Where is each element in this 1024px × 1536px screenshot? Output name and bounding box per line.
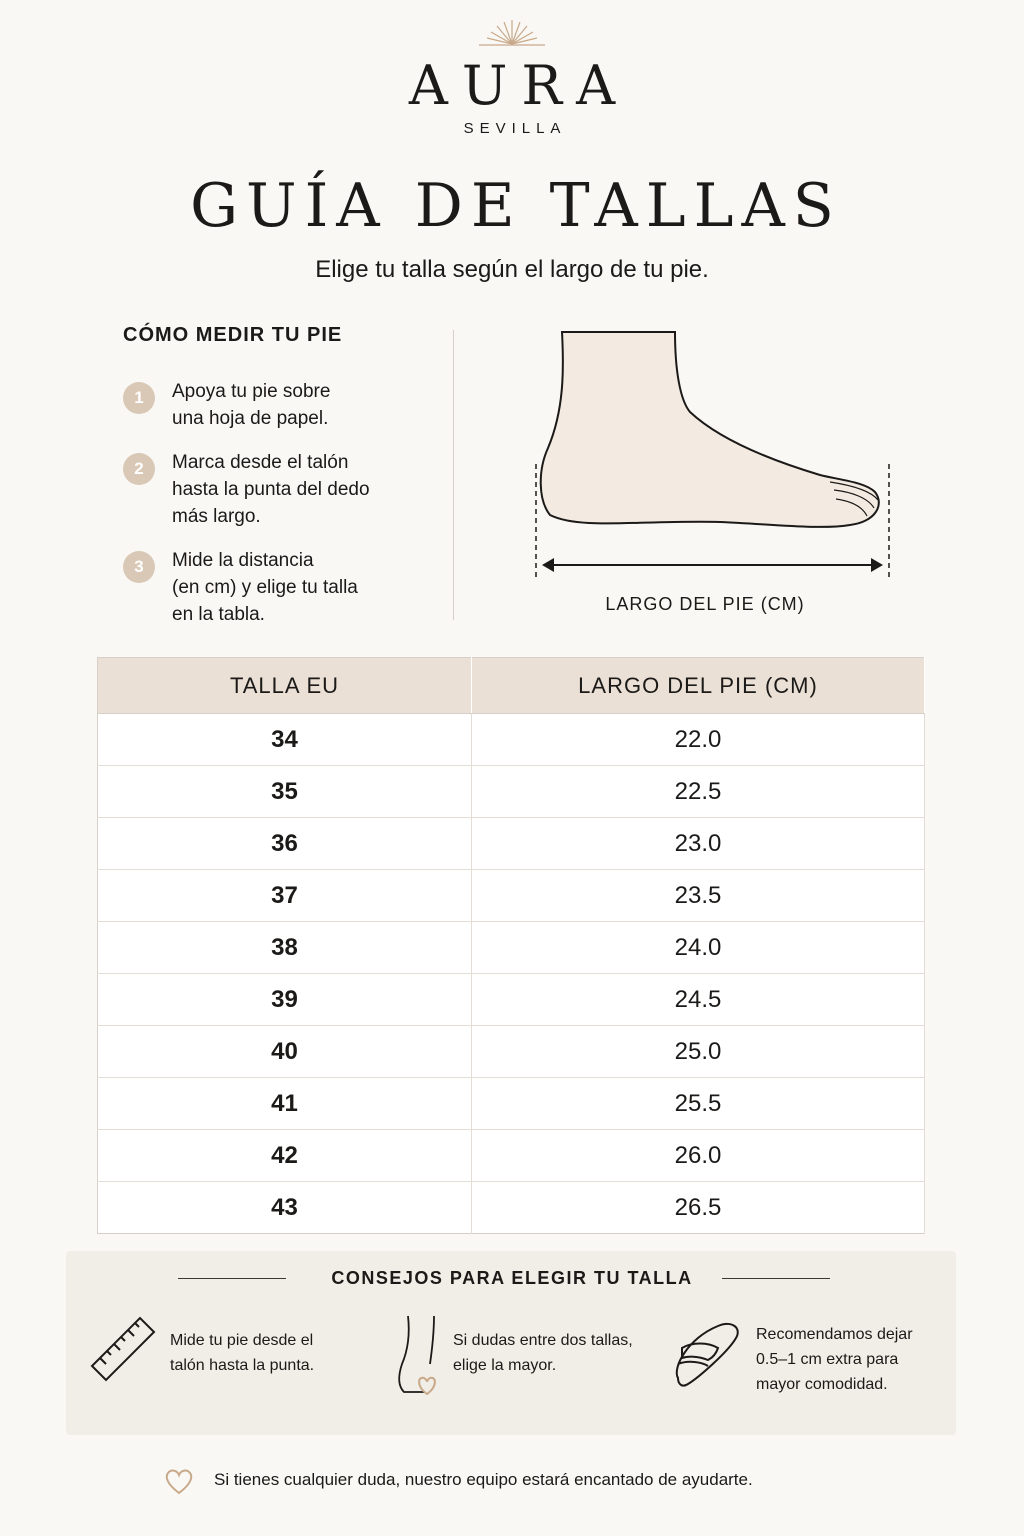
size-cell: 42 [98,1130,472,1182]
page-title: GUÍA DE TALLAS [190,171,842,241]
length-cell: 24.0 [472,922,925,974]
length-cell: 25.0 [472,1026,925,1078]
tip-text: Recomendamos dejar 0.5–1 cm extra para mayor comodidad. [756,1326,913,1393]
table-row [98,1130,925,1182]
table-row [98,766,925,818]
footer-help-text: Si tienes cualquier duda, nuestro equipo estará encantado de ayudarte. [214,1470,753,1489]
tips-heading: CONSEJOS PARA ELEGIR TU TALLA [331,1268,693,1288]
table-row [98,1182,925,1234]
size-cell: 36 [98,818,472,870]
table-row [98,1026,925,1078]
foot-diagram-icon [520,330,910,590]
table-body [98,714,925,1234]
size-cell: 38 [98,922,472,974]
section-divider [453,330,454,620]
sandal-icon [668,1318,742,1390]
size-cell: 41 [98,1078,472,1130]
table-row [98,1078,925,1130]
size-cell: 43 [98,1182,472,1234]
column-header-length: LARGO DEL PIE (CM) [472,658,925,714]
table-header-row [98,658,925,714]
diagram-caption: LARGO DEL PIE (CM) [605,594,805,614]
table-row [98,922,925,974]
length-cell: 22.0 [472,714,925,766]
table-row [98,818,925,870]
length-cell: 23.0 [472,818,925,870]
ruler-icon [88,1314,158,1386]
foot-heart-icon [394,1314,444,1398]
size-cell: 40 [98,1026,472,1078]
step-number: 3 [123,551,155,583]
size-table [97,657,925,1234]
tip-text: Si dudas entre dos tallas, elige la mayor. [453,1332,633,1374]
length-cell: 26.0 [472,1130,925,1182]
length-cell: 24.5 [472,974,925,1026]
length-cell: 22.5 [472,766,925,818]
length-cell: 23.5 [472,870,925,922]
measure-step [123,547,423,628]
size-cell: 39 [98,974,472,1026]
step-text: Mide la distancia (en cm) y elige tu talla en la tabla. [172,550,358,625]
measure-step [123,378,423,432]
brand-name: AURA [408,54,630,117]
tip-text: Mide tu pie desde el talón hasta la punta. [170,1332,315,1374]
step-text: Marca desde el talón hasta la punta del dedo más largo. [172,452,370,527]
measure-heading: CÓMO MEDIR TU PIE [123,324,343,346]
table-row [98,714,925,766]
size-cell: 37 [98,870,472,922]
table-row [98,974,925,1026]
length-cell: 26.5 [472,1182,925,1234]
brand-city: SEVILLA [463,120,567,137]
column-header-size: TALLA EU [98,658,472,714]
sun-logo-icon [477,18,547,50]
step-text: Apoya tu pie sobre una hoja de papel. [172,381,331,429]
step-number: 2 [123,453,155,485]
step-number: 1 [123,382,155,414]
page-subtitle: Elige tu talla según el largo de tu pie. [315,256,709,283]
measure-step [123,449,423,530]
table-row [98,870,925,922]
length-cell: 25.5 [472,1078,925,1130]
size-cell: 35 [98,766,472,818]
size-cell: 34 [98,714,472,766]
heart-icon [164,1467,194,1495]
